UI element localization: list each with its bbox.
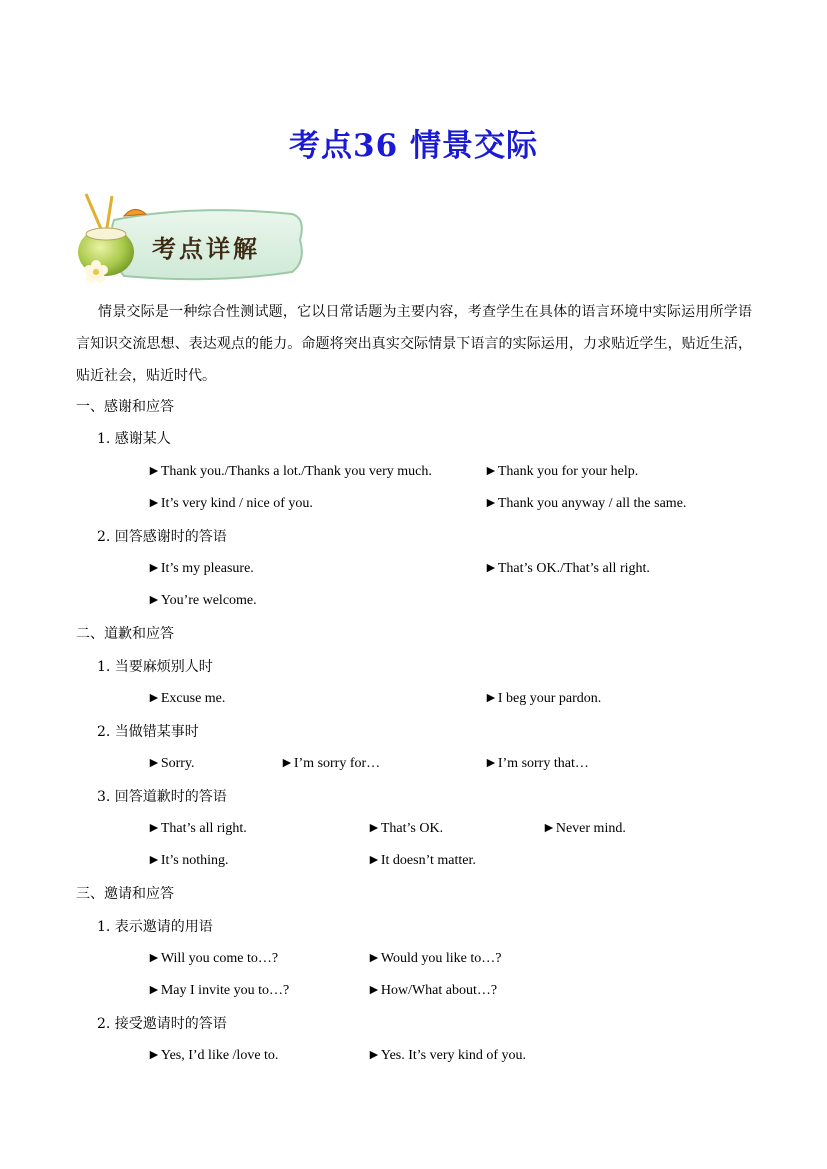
phrase-item: ►Excuse me. xyxy=(147,691,226,706)
phrase-item: ►Thank you./Thanks a lot./Thank you very much. xyxy=(147,464,432,479)
phrase-item: ►It doesn’t matter. xyxy=(367,853,476,868)
sub-heading: 2. 回答感谢时的答语 xyxy=(97,529,227,545)
banner-label: 考点详解 xyxy=(152,234,260,263)
phrase-item: ►How/What about…? xyxy=(367,983,498,998)
sub-heading: 1. 当要麻烦别人时 xyxy=(97,659,213,675)
page-title: 考点36 情景交际 xyxy=(289,128,538,164)
section-heading: 二、道歉和应答 xyxy=(76,626,174,642)
phrase-item: ►That’s OK. xyxy=(367,821,444,836)
section-heading: 一、感谢和应答 xyxy=(76,399,174,415)
phrase-item: ►Would you like to…? xyxy=(367,951,502,966)
phrase-item: ►It’s my pleasure. xyxy=(147,561,254,576)
phrase-item: ►It’s nothing. xyxy=(147,853,229,868)
phrase-item: ►That’s all right. xyxy=(147,821,247,836)
section-heading: 三、邀请和应答 xyxy=(76,886,174,902)
phrase-item: ►I beg your pardon. xyxy=(484,691,602,706)
phrase-item: ►May I invite you to…? xyxy=(147,983,290,998)
sub-heading: 2. 接受邀请时的答语 xyxy=(97,1016,227,1032)
phrase-item: ►Never mind. xyxy=(542,821,626,836)
intro-paragraph: 情景交际是一种综合性测试题，它以日常话题为主要内容，考查学生在具体的语言环境中实际运用所学语言知识交流思想、表达观点的能力。命题将突出真实交际情景下语言的实际运用，力求贴近学生，贴近生活，贴近社会，贴近时代。 xyxy=(76,304,752,384)
phrase-item: ►Will you come to…? xyxy=(147,951,279,966)
phrase-item: ►Yes, I’d like /love to. xyxy=(147,1048,279,1063)
phrase-item: ►Thank you anyway / all the same. xyxy=(484,496,687,511)
phrase-item: ►Yes. It’s very kind of you. xyxy=(367,1048,527,1063)
phrase-item: ►It’s very kind / nice of you. xyxy=(147,496,313,511)
sub-heading: 2. 当做错某事时 xyxy=(97,724,199,740)
phrase-item: ►I’m sorry for… xyxy=(280,756,381,771)
sub-heading: 3. 回答道歉时的答语 xyxy=(97,789,227,805)
phrase-item: ►Sorry. xyxy=(147,756,195,771)
phrase-item: ►I’m sorry that… xyxy=(484,756,589,771)
phrase-item: ►That’s OK./That’s all right. xyxy=(484,561,650,576)
phrase-item: ►You’re welcome. xyxy=(147,593,257,608)
sub-heading: 1. 感谢某人 xyxy=(97,431,171,447)
sub-heading: 1. 表示邀请的用语 xyxy=(97,919,213,935)
phrase-item: ►Thank you for your help. xyxy=(484,464,639,479)
